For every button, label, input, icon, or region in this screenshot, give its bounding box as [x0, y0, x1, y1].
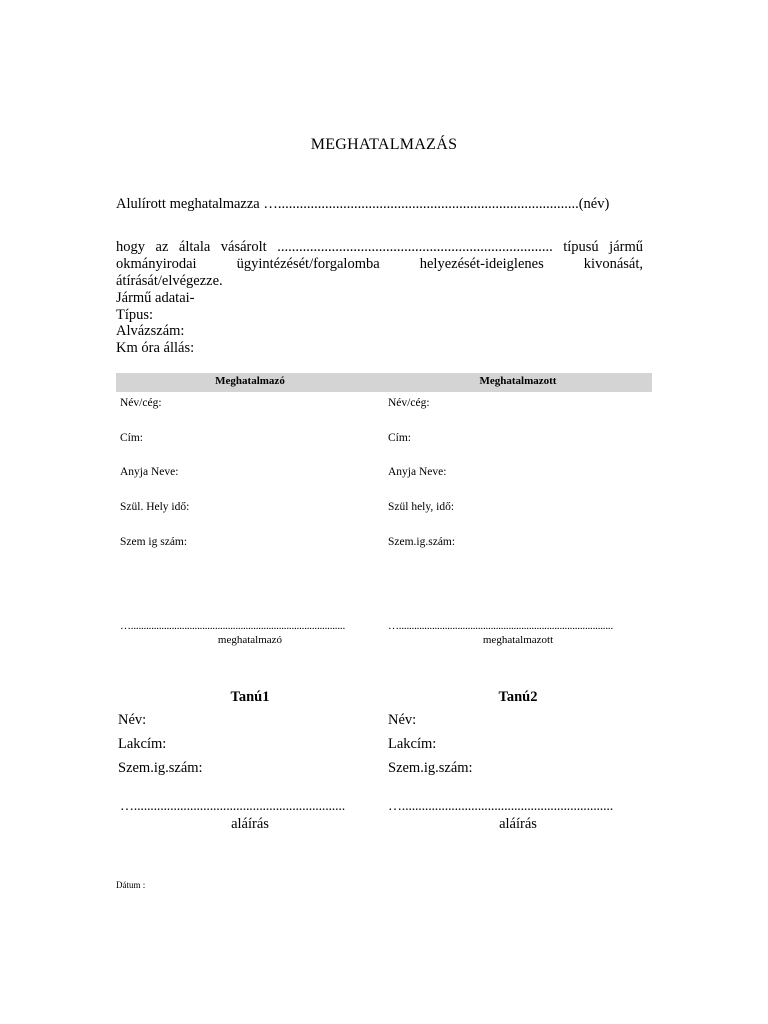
vehicle-type-label: Típus:: [116, 307, 154, 323]
witness1-id-label: Szem.ig.szám:: [118, 760, 203, 776]
grantor-header: Meghatalmazó: [215, 375, 285, 387]
witness2-id-label: Szem.ig.szám:: [388, 760, 473, 776]
grantor-mother-name-label: Anyja Neve:: [120, 466, 179, 478]
grantee-header: Meghatalmazott: [479, 375, 557, 387]
grantee-caption: meghatalmazott: [482, 634, 554, 646]
intro-line: Alulírott meghatalmazza …...................................................................................(név): [116, 196, 610, 212]
chassis-number-label: Alvázszám:: [116, 323, 185, 339]
witness1-signature-caption: aláírás: [231, 816, 269, 832]
witness2-address-label: Lakcím:: [388, 736, 437, 752]
grantee-birth-label: Szül hely, idő:: [388, 501, 455, 513]
grantee-signature-line: …....................................................................................: [388, 620, 614, 632]
witness1-name-label: Név:: [118, 712, 147, 728]
date-label: Dátum :: [116, 880, 146, 890]
witness2-signature-line: …................................................................: [388, 799, 614, 814]
document-title: MEGHATALMAZÁS: [310, 136, 458, 153]
grantee-address-label: Cím:: [388, 432, 412, 444]
vehicle-data-heading: Jármű adatai-: [116, 290, 195, 306]
witness1-signature-line: …................................................................: [120, 799, 346, 814]
grantor-address-label: Cím:: [120, 432, 144, 444]
grantor-caption: meghatalmazó: [217, 634, 283, 646]
witness1-address-label: Lakcím:: [118, 736, 167, 752]
grantor-signature-line: …....................................................................................: [120, 620, 346, 632]
grantee-id-label: Szem.ig.szám:: [388, 536, 456, 548]
grantor-id-label: Szem ig szám:: [120, 536, 188, 548]
grantor-birth-label: Szül. Hely idő:: [120, 501, 190, 513]
grantee-name-label: Név/cég:: [388, 397, 430, 409]
witness2-signature-caption: aláírás: [499, 816, 537, 832]
witness1-title: Tanú1: [230, 689, 270, 705]
grantor-name-label: Név/cég:: [120, 397, 162, 409]
grantee-mother-name-label: Anyja Neve:: [388, 466, 447, 478]
witness2-title: Tanú2: [498, 689, 538, 705]
witness2-name-label: Név:: [388, 712, 417, 728]
odometer-label: Km óra állás:: [116, 340, 195, 356]
purpose-paragraph: hogy az általa vásárolt ............................................................................ típusú jármű okmányirodai ügyintézését/forgalomba helyezését-ideiglenes kivonását, átírását/elvégezze.: [116, 239, 643, 289]
